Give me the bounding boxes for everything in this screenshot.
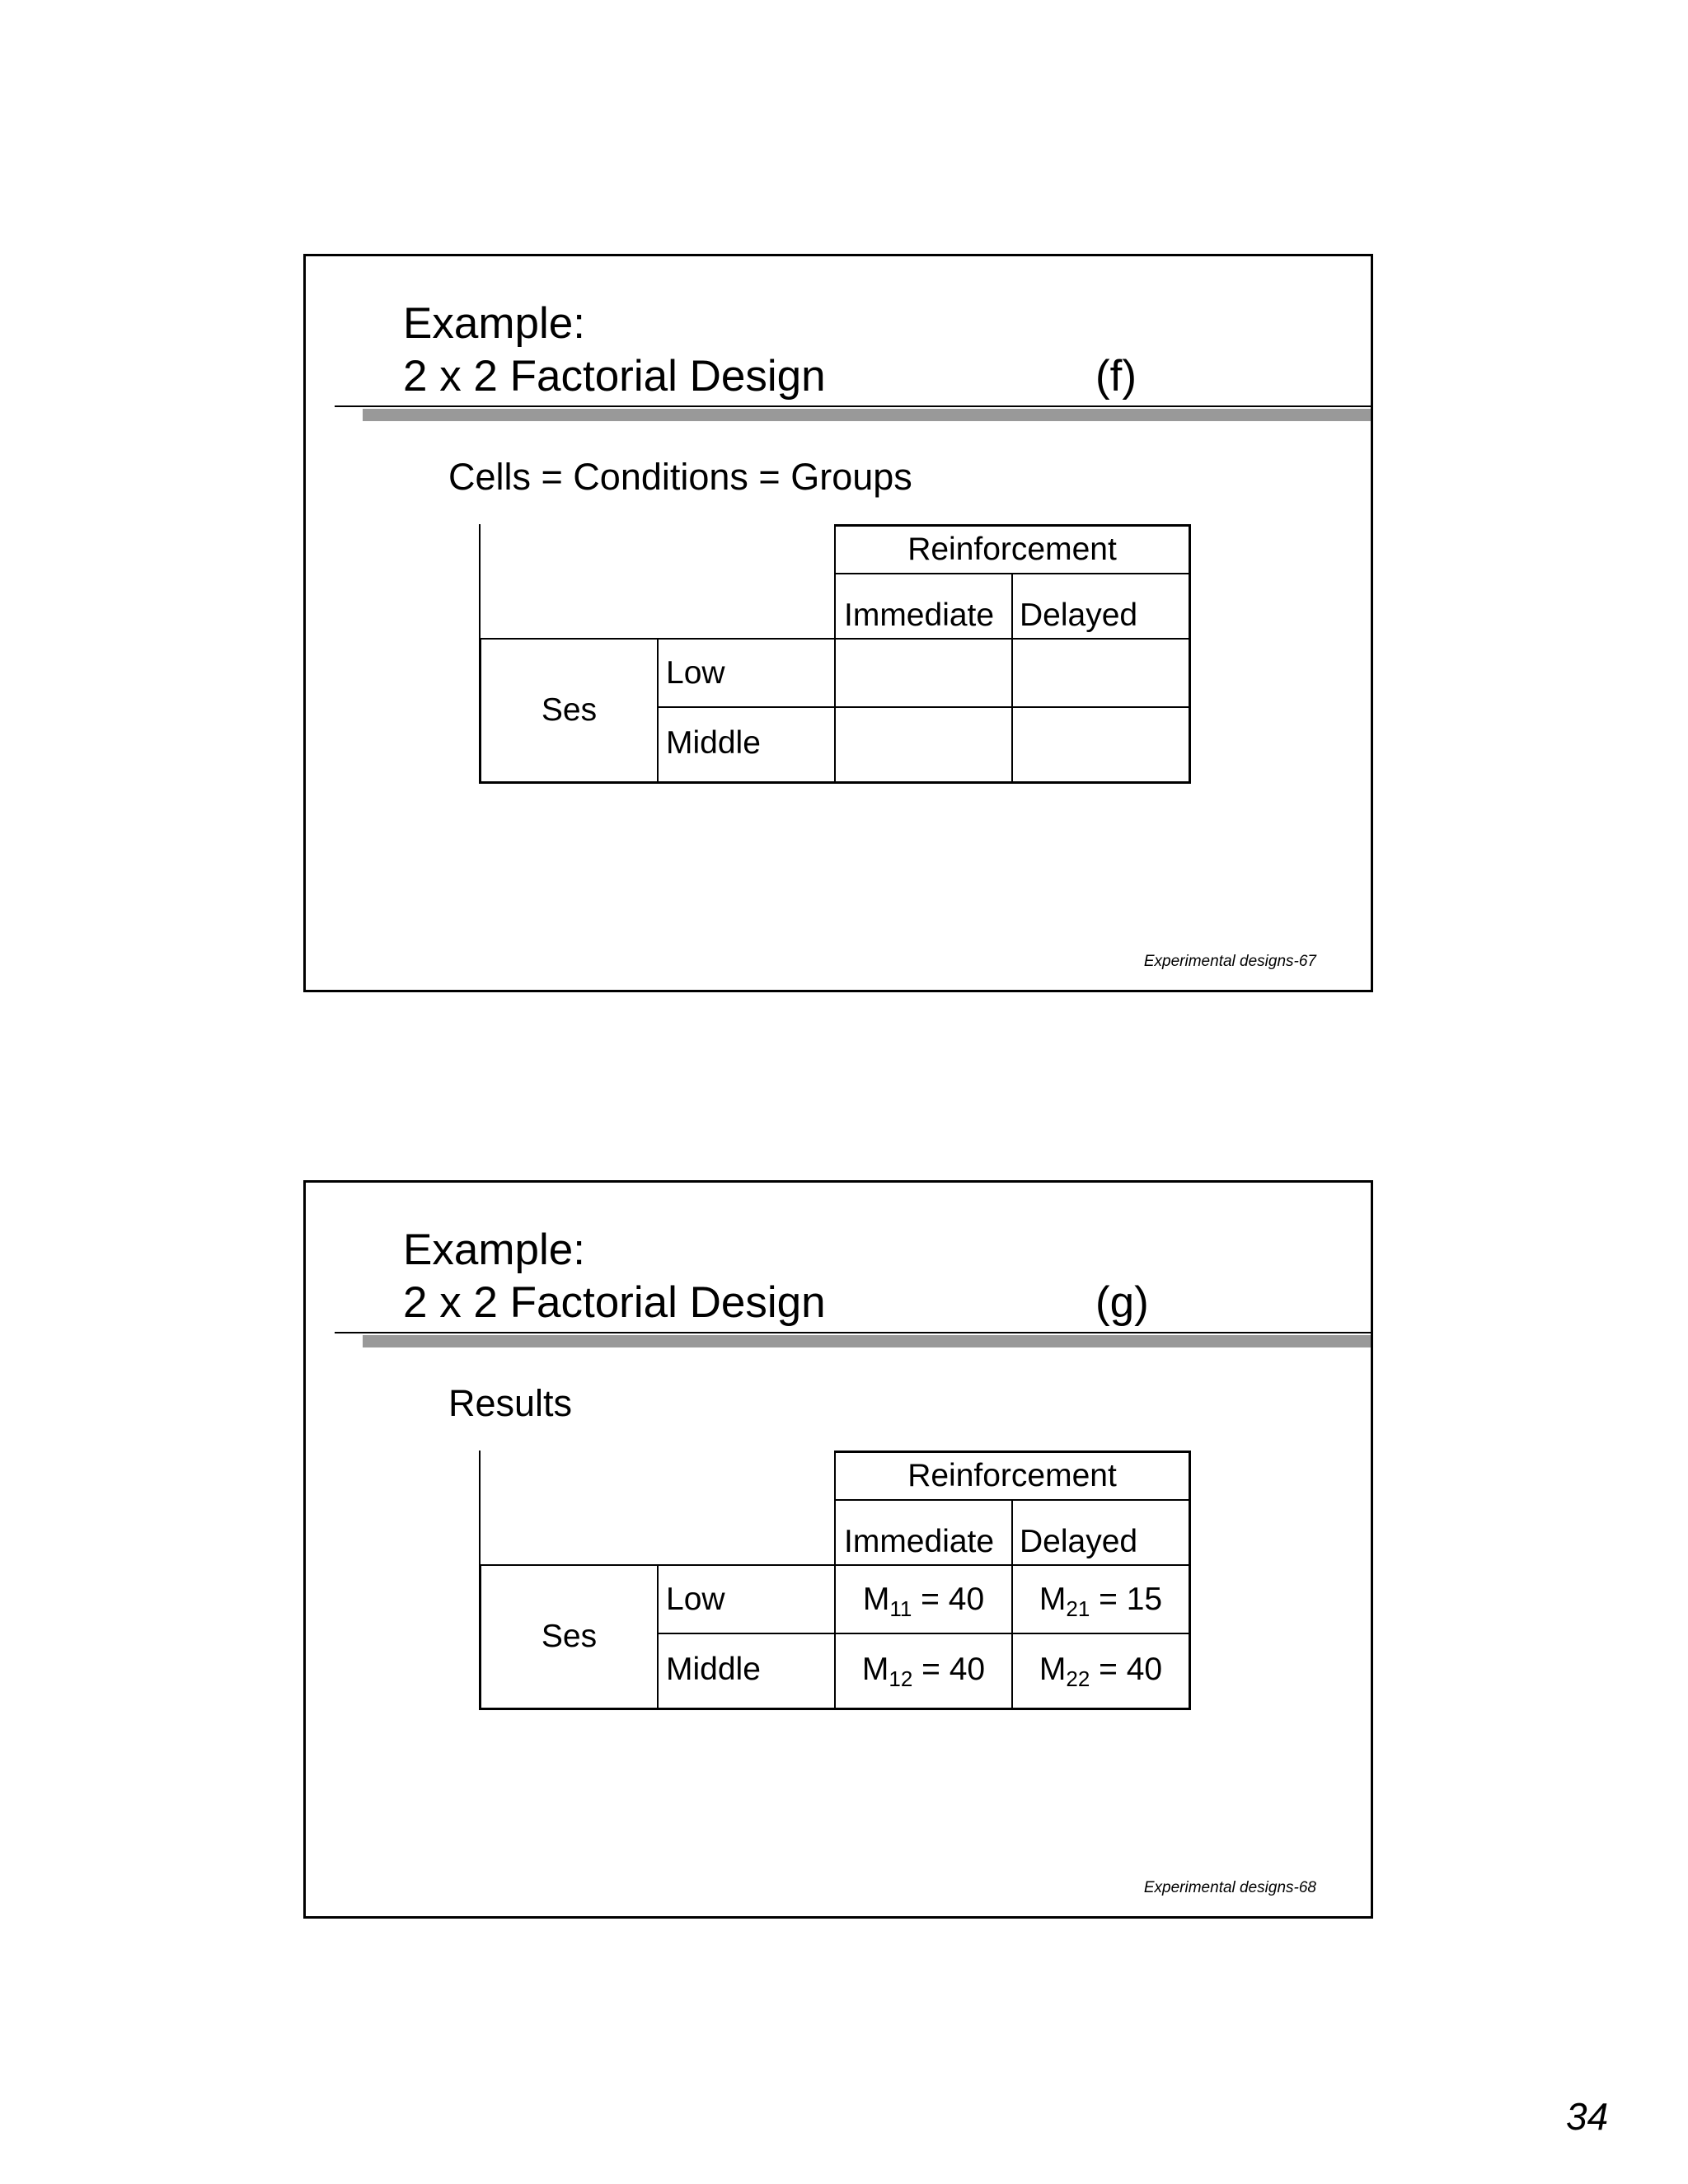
cell-mean: $M_{21} = 15$ [1039,1582,1163,1621]
row-factor-label: Ses [541,692,598,728]
page-number: 34 [1566,2095,1609,2138]
slide-title-line2: 2 x 2 Factorial Design [403,1278,826,1327]
table-vline [1011,573,1013,784]
table-top-line [834,524,1191,527]
slide-subtitle: Results [448,1382,573,1424]
slide-67 [303,254,1373,992]
table-hline [479,1564,1191,1566]
slide-footer: Experimental designs-68 [1143,1879,1316,1896]
row-level-label: Low [666,1582,725,1617]
title-rule-thick [363,409,1371,421]
table-vline [657,1564,659,1710]
table-vline [657,638,659,784]
slide-title-line1: Example: [403,299,585,348]
cell-mean: $M_{22} = 40$ [1039,1652,1163,1691]
table-bottom-line [479,781,1191,784]
slide-title-line1: Example: [403,1226,585,1274]
row-level-label: Low [666,655,725,691]
row-level-label: Middle [666,725,761,761]
table-right-line [1189,524,1191,784]
slide-tag: (f) [1095,352,1137,401]
table-right-line [1189,1451,1191,1710]
col-level-label: Delayed [1020,1524,1138,1559]
table-top-line [834,1451,1191,1453]
table-hline [657,1633,1191,1634]
table-hline [479,638,1191,640]
slide-tag: (g) [1095,1278,1149,1327]
row-factor-label: Ses [541,1619,598,1654]
slide-title-line2: 2 x 2 Factorial Design [403,352,826,401]
cell-mean: $M_{12} = 40$ [861,1652,986,1691]
table-hline [834,573,1191,574]
cell-mean: $M_{11} = 40$ [862,1582,985,1621]
table-hline [657,706,1191,708]
slide-footer: Experimental designs-67 [1143,953,1316,970]
table-hline [834,1499,1191,1501]
col-level-label: Immediate [844,1524,995,1559]
title-rule-thin [335,405,1371,407]
col-factor-label: Reinforcement [907,532,1117,567]
table-bottom-line [479,1708,1191,1710]
col-factor-label: Reinforcement [907,1458,1117,1493]
row-level-label: Middle [666,1652,761,1687]
title-rule-thin [335,1332,1371,1333]
slide-subtitle: Cells = Conditions = Groups [448,456,912,498]
title-rule-thick [363,1335,1371,1347]
col-level-label: Delayed [1020,598,1138,633]
slide-68 [303,1180,1373,1919]
col-level-label: Immediate [844,598,995,633]
